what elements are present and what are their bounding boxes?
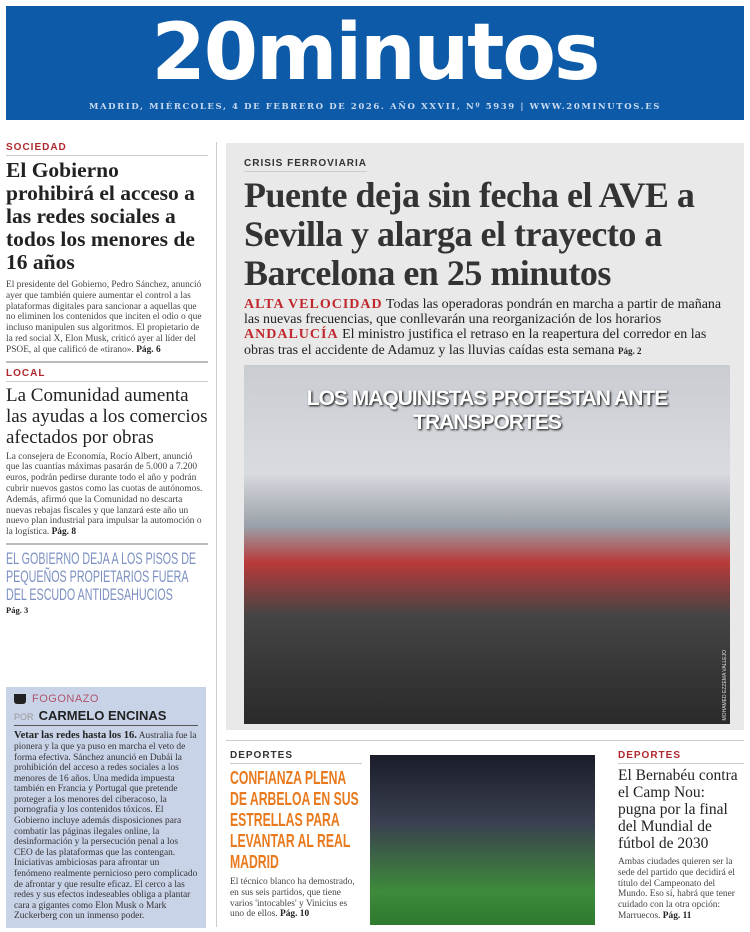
photo-credit: MOHAMED EZZEMA VALLEJO bbox=[722, 649, 728, 720]
kicker: SOCIEDAD bbox=[6, 142, 208, 156]
masthead bbox=[6, 6, 744, 120]
main-headline[interactable]: Puente deja sin fecha el AVE a Sevilla y alarga el trayecto a Barcelona en 25 minutos bbox=[244, 175, 695, 293]
photo-caption: LOS MAQUINISTAS PROTESTAN ANTE TRANSPORTES bbox=[306, 386, 668, 434]
article-body: La consejera de Economía, Rocío Albert, anunció que las cuantías máximas pasarán de 5.000 a 7.200 euros, podrán pedirse durante todo el año y podrán cubrir nuevos gastos como las cuotas de autónomos. Además, afirmó que la Comunidad no descarta nuevas rebajas fiscales y que lanzará este año un nuevo plan industrial para impulsar la automoción o la logística. Pág. 8 bbox=[6, 451, 203, 538]
football-photo bbox=[370, 755, 595, 925]
headline[interactable]: El Gobierno prohibirá el acceso a las redes sociales a todos los menores de 16 años bbox=[6, 158, 195, 274]
logo: 20minutos bbox=[151, 8, 599, 98]
page-ref[interactable]: Pág. 3 bbox=[6, 604, 29, 615]
kicker: CRISIS FERROVIARIA bbox=[244, 158, 367, 172]
sports-story bbox=[230, 750, 362, 920]
kicker: LOCAL bbox=[6, 368, 208, 382]
headline[interactable]: EL GOBIERNO DEJA A LOS PISOS DE PEQUEÑOS PROPIETARIOS FUERA DEL ESCUDO ANTIDESAHUCIOS bbox=[6, 548, 197, 604]
headline[interactable]: El Bernabéu contra el Camp Nou: pugna por la final del Mundial de fútbol de 2030 bbox=[618, 767, 738, 852]
kicker: DEPORTES bbox=[230, 750, 362, 764]
article-body: El presidente del Gobierno, Pedro Sánchez, anunció ayer que también quiere aumentar el control a las plataformas digitales para sancionar a aquellas que no eliminen los contenidos que inciten el odio o que incluso manipulen sus algoritmos. El propietario de la red social X, Elon Musk, criticó ayer al líder del PSOE, al que calificó de «tirano». Pág. 6 bbox=[6, 280, 202, 355]
protest-photo bbox=[244, 365, 730, 724]
author: CARMELO ENCINAS bbox=[38, 708, 167, 724]
dateline: MADRID, MIÉRCOLES, 4 DE FEBRERO DE 2026. AÑO XXVII, Nº 5939 | WWW.20MINUTOS.ES bbox=[88, 102, 662, 112]
lead-story bbox=[226, 143, 744, 730]
article-body: El técnico blanco ha demostrado, en sus seis partidos, que tiene varios 'intocables' y Vinicius es uno de ellos. Pág. 10 bbox=[230, 877, 355, 920]
kicker: DEPORTES bbox=[618, 750, 744, 764]
headline[interactable]: La Comunidad aumenta las ayudas a los comercios afectados por obras bbox=[6, 384, 208, 448]
subhead: ALTA VELOCIDAD Todas las operadoras pondrán en marcha a partir de mañana las nuevas frecuencias, que conllevarán una reorganización de los horarios ANDALUCÍA El ministro justifica el retraso en la reapertura del corredor en las obras tras el accidente de Adamuz y las lluvias caídas esta semana Pág. 2 bbox=[244, 297, 722, 358]
byline-prefix: POR bbox=[14, 712, 34, 723]
column-body: Vetar las redes hasta los 16. Australia fue la pionera y la que ya puso en marcha el veto de forma efectiva. Sánchez anunció en Dubái la prohibición del acceso a redes sociales a los menores de 16 años. Una medida impuesta también en Francia y Portugal que pretende proteger a los menores del ciberacoso, la pornografía y los contenidos tóxicos. El Gobierno incluye además disposiciones para combatir las páginas ilegales online, la desinformación y la persecución penal a los CEO de las plataformas que las contengan. Iniciativas ambiciosas para afrontar un fenómeno realmente pernicioso pero complicado de afrontar y que resulte eficaz. El cerco a las redes y sus efectos indeseables obliga a plantar cara a gigantes como Elon Musk o Mark Zuckerberg con un inmenso poder. bbox=[14, 730, 198, 922]
divider bbox=[226, 740, 744, 741]
article-body: Ambas ciudades quieren ser la sede del partido que decidirá el título del Campeonato del Mundo. Eso sí, habrá que tener cuidado con la otra opción: Marruecos. Pág. 11 bbox=[618, 857, 735, 921]
headline[interactable]: CONFIANZA PLENA DE ARBELOA EN SUS ESTRELLAS PARA LEVANTAR AL REAL MADRID bbox=[230, 767, 359, 872]
column-section: FOGONAZO bbox=[32, 693, 99, 706]
coffee-cup-icon bbox=[14, 694, 26, 704]
left-column bbox=[6, 142, 208, 928]
column-divider bbox=[216, 142, 217, 927]
sports-story-2 bbox=[618, 750, 744, 922]
opinion-column bbox=[6, 687, 206, 928]
